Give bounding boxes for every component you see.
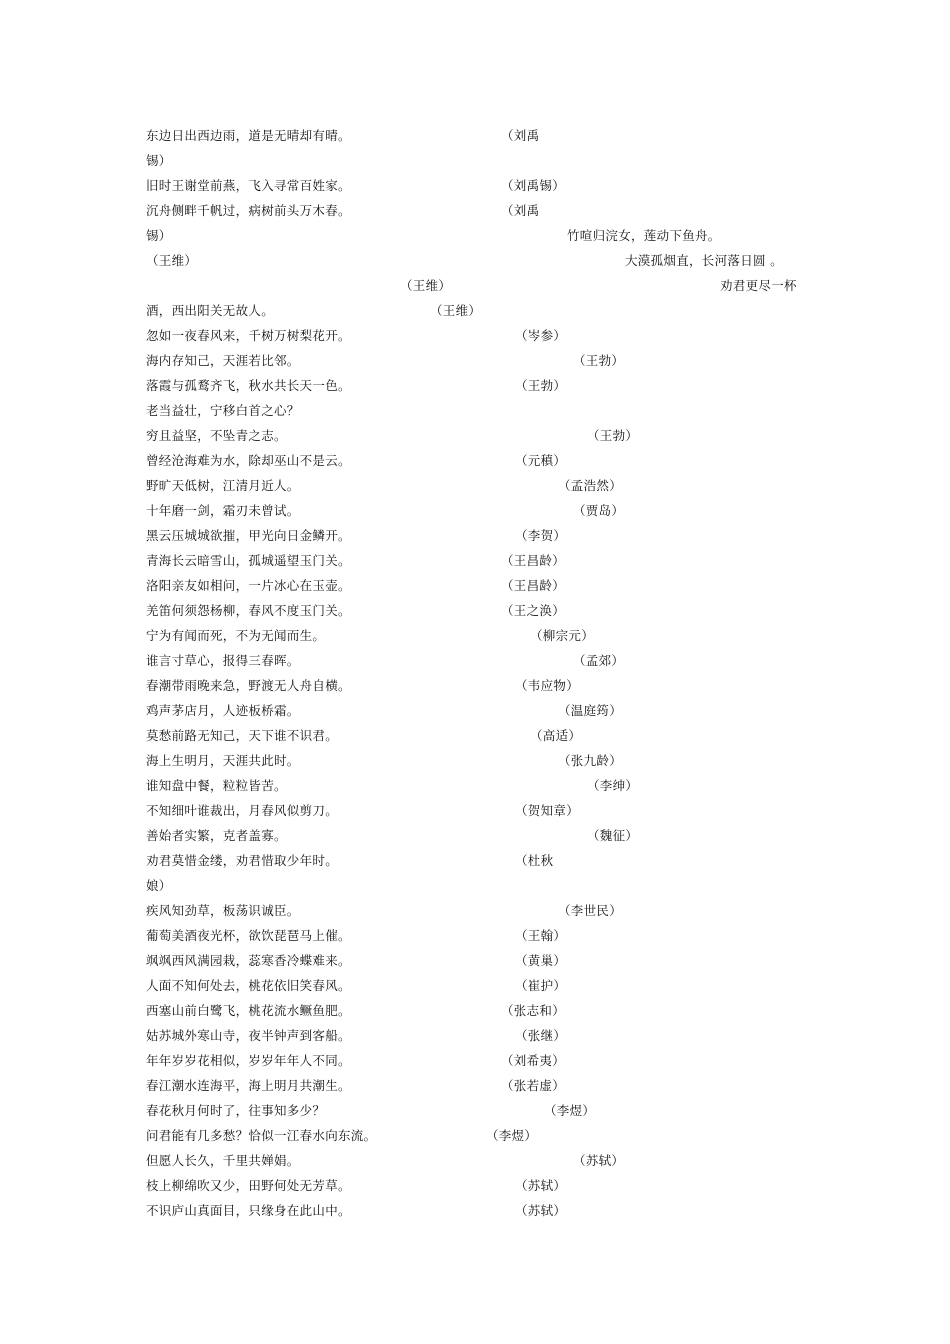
poem-author: （王勃）: [573, 353, 625, 368]
poem-line: 海内存知己，天涯若比邻。: [146, 353, 300, 368]
poem-line: 善始者实繁，克者盖寡。: [146, 828, 287, 843]
poem-line: 穷且益坚，不坠青之志。: [146, 428, 287, 443]
poem-author: （李贺）: [515, 528, 567, 543]
poem-author: （张九龄）: [558, 753, 623, 768]
poem-author: （李煜）: [544, 1103, 596, 1118]
poem-author: （刘希夷）: [501, 1053, 566, 1068]
poem-line: 但愿人长久，千里共婵娟。: [146, 1153, 300, 1168]
poem-author: （韦应物）: [515, 678, 580, 693]
poem-author: （王昌龄）: [501, 578, 566, 593]
poem-author: （王之涣）: [501, 603, 566, 618]
poem-author: （王维）: [400, 278, 452, 293]
poem-author: （李世民）: [558, 903, 623, 918]
poem-line: 大漠孤烟直，长河落日圆 。: [625, 253, 783, 268]
poem-line: 姑苏城外寒山寺，夜半钟声到客船。: [146, 1028, 351, 1043]
poem-line: 人面不知何处去，桃花依旧笑春风。: [146, 978, 351, 993]
poem-line: 西塞山前白鹭飞，桃花流水鳜鱼肥。: [146, 1003, 351, 1018]
poem-author: （王勃）: [587, 428, 639, 443]
poem-line: 娘）: [146, 878, 172, 893]
poem-line: 年年岁岁花相似，岁岁年年人不同。: [146, 1053, 351, 1068]
poem-author: （张继）: [515, 1028, 567, 1043]
poem-author: （李煜）: [486, 1128, 538, 1143]
poem-author: （王翰）: [515, 928, 567, 943]
poem-line: 十年磨一剑，霜刃未曾试。: [146, 503, 300, 518]
poem-line: 旧时王谢堂前燕，飞入寻常百姓家。: [146, 178, 351, 193]
poem-author: （魏征）: [587, 828, 639, 843]
poem-line: 宁为有闻而死，不为无闻而生。: [146, 628, 326, 643]
poem-line: 酒，西出阳关无故人。: [146, 303, 275, 318]
poem-author: （苏轼）: [573, 1153, 625, 1168]
poem-line: 春花秋月何时了，往事知多少？: [146, 1103, 326, 1118]
poem-line: 劝君莫惜金缕，劝君惜取少年时。: [146, 853, 339, 868]
poem-line: 葡萄美酒夜光杯，欲饮琵琶马上催。: [146, 928, 351, 943]
poem-author: （崔护）: [515, 978, 567, 993]
poem-author: （孟浩然）: [558, 478, 623, 493]
poem-author: （黄巢）: [515, 953, 567, 968]
poem-line: 黑云压城城欲摧，甲光向日金鳞开。: [146, 528, 351, 543]
poem-author: （元稹）: [515, 453, 567, 468]
poem-author: （高适）: [530, 728, 582, 743]
poem-author: （贺知章）: [515, 803, 580, 818]
poem-author: （李绅）: [587, 778, 639, 793]
poem-line: 野旷天低树，江清月近人。: [146, 478, 300, 493]
poem-author: （温庭筠）: [558, 703, 623, 718]
poem-line: 沉舟侧畔千帆过，病树前头万木春。: [146, 203, 351, 218]
poem-author: （贾岛）: [573, 503, 625, 518]
poem-author: （孟郊）: [573, 653, 625, 668]
poem-author: （张若虚）: [501, 1078, 566, 1093]
poem-line: 锡）: [146, 153, 172, 168]
poem-line: 莫愁前路无知己，天下谁不识君。: [146, 728, 339, 743]
poem-line: 落霞与孤鹜齐飞，秋水共长天一色。: [146, 378, 351, 393]
poem-line: 竹喧归浣女，莲动下鱼舟。: [567, 228, 721, 243]
poem-author: （刘禹锡）: [501, 178, 566, 193]
poem-author: （王昌龄）: [501, 553, 566, 568]
poem-line: 不知细叶谁裁出，月春风似剪刀。: [146, 803, 339, 818]
poem-line: 青海长云暗雪山，孤城遥望玉门关。: [146, 553, 351, 568]
poem-line: 问君能有几多愁？恰似一江春水向东流。: [146, 1128, 377, 1143]
poem-line: 老当益壮，宁移白首之心？: [146, 403, 300, 418]
poem-line: 洛阳亲友如相问，一片冰心在玉壶。: [146, 578, 351, 593]
poem-line: 不识庐山真面目，只缘身在此山中。: [146, 1203, 351, 1218]
poem-author: （王维）: [146, 253, 198, 268]
poem-line: 春潮带雨晚来急，野渡无人舟自横。: [146, 678, 351, 693]
poem-author: （苏轼）: [515, 1178, 567, 1193]
poem-author: （王维）: [430, 303, 482, 318]
poem-author: （杜秋: [515, 853, 554, 868]
poem-author: （柳宗元）: [530, 628, 595, 643]
poem-author: （刘禹: [501, 203, 540, 218]
poem-author: （王勃）: [515, 378, 567, 393]
poem-line: 春江潮水连海平，海上明月共潮生。: [146, 1078, 351, 1093]
poem-line: 羌笛何须怨杨柳，春风不度玉门关。: [146, 603, 351, 618]
poem-author: （岑参）: [515, 328, 567, 343]
poem-line: 劝君更尽一杯: [720, 278, 797, 293]
poem-line: 飒飒西风满园栽，蕊寒香冷蝶难来。: [146, 953, 351, 968]
poem-line: 曾经沧海难为水，除却巫山不是云。: [146, 453, 351, 468]
poem-author: （刘禹: [501, 128, 540, 143]
poem-line: 谁言寸草心，报得三春晖。: [146, 653, 300, 668]
poem-line: 东边日出西边雨，道是无晴却有晴。: [146, 128, 351, 143]
poem-line: 鸡声茅店月，人迹板桥霜。: [146, 703, 300, 718]
poem-line: 锡）: [146, 228, 172, 243]
poem-line: 忽如一夜春风来，千树万树梨花开。: [146, 328, 351, 343]
poem-line: 枝上柳绵吹又少，田野何处无芳草。: [146, 1178, 351, 1193]
poem-line: 海上生明月，天涯共此时。: [146, 753, 300, 768]
poem-author: （张志和）: [501, 1003, 566, 1018]
poem-line: 谁知盘中餐，粒粒皆苦。: [146, 778, 287, 793]
poem-author: （苏轼）: [515, 1203, 567, 1218]
poem-line: 疾风知劲草，板荡识诚臣。: [146, 903, 300, 918]
